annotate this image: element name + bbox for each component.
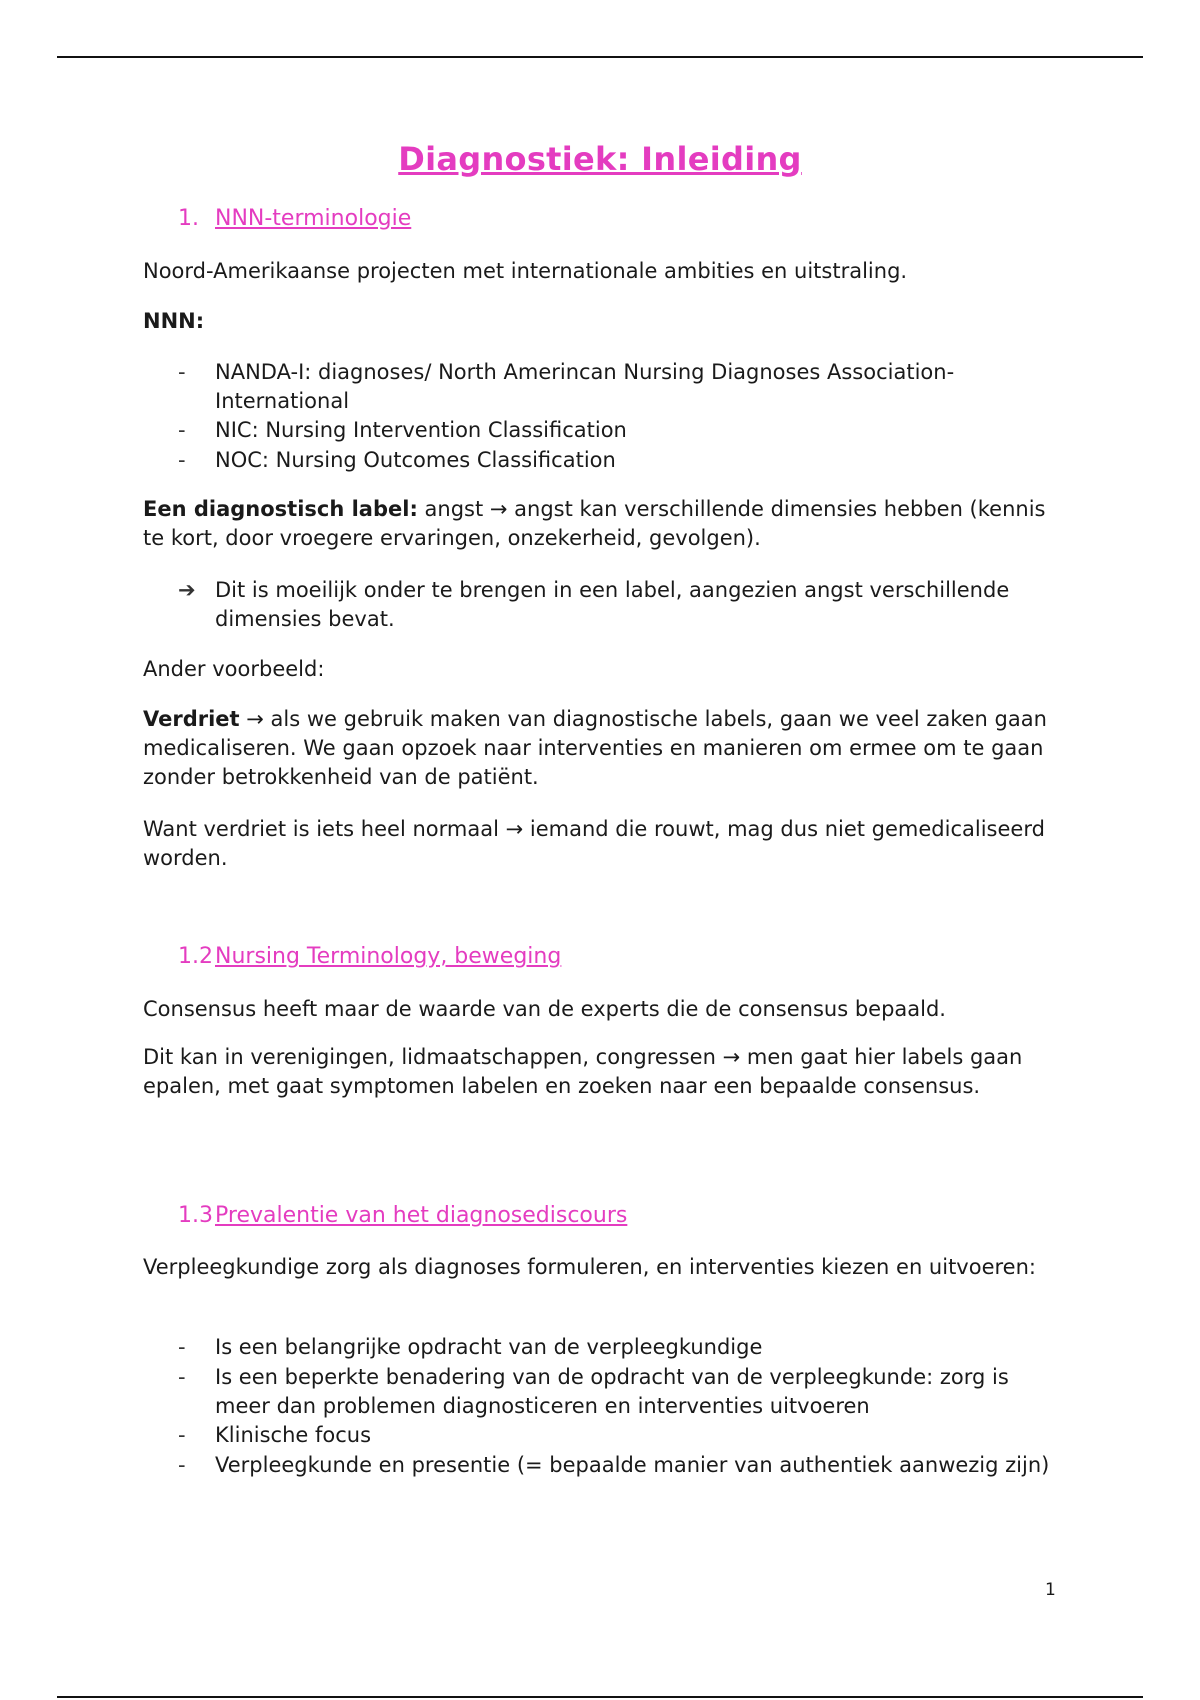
arrow-item bbox=[178, 576, 1068, 634]
section-heading-1 bbox=[178, 206, 411, 231]
list-item-text: Is een beperkte benadering van de opdracht van de verpleegkunde: zorg is meer dan problemen diagnosticeren en interventies uitvoeren bbox=[215, 1365, 1009, 1418]
section-number: 1.3 bbox=[178, 1203, 213, 1228]
section-heading-1-2 bbox=[178, 944, 561, 969]
dash-marker: - bbox=[178, 418, 186, 442]
paragraph-verenigingen: Dit kan in verenigingen, lidmaatschappen, congressen → men gaat hier labels gaan epalen, met gaat symptomen labelen en zoeken naar een bepaalde consensus. bbox=[143, 1045, 1023, 1098]
list-item bbox=[178, 358, 1068, 416]
paragraph-zorg: Verpleegkundige zorg als diagnoses formuleren, en interventies kiezen en uitvoeren: bbox=[143, 1255, 1036, 1279]
paragraph-verdriet bbox=[143, 705, 1073, 792]
paragraph-normal: Want verdriet is iets heel normaal → iemand die rouwt, mag dus niet gemedicaliseerd worden. bbox=[143, 817, 1045, 870]
list-item-text: NIC: Nursing Intervention Classification bbox=[215, 418, 627, 442]
paragraph-intro: Noord-Amerikaanse projecten met internationale ambities en uitstraling. bbox=[143, 259, 908, 283]
arrow-item-text: Dit is moeilijk onder te brengen in een label, aangezien angst verschillende dimensies bevat. bbox=[215, 578, 1010, 631]
list-item-text: Verpleegkunde en presentie (= bepaalde manier van authentiek aanwezig zijn) bbox=[215, 1453, 1050, 1477]
paragraph-text: → als we gebruik maken van diagnostische labels, gaan we veel zaken gaan medicaliseren. We gaan opzoek naar interventies en manieren om ermee om te gaan zonder betrokkenheid van de patiënt. bbox=[143, 707, 1047, 789]
page-number: 1 bbox=[1045, 1580, 1056, 1600]
list-item-text: NOC: Nursing Outcomes Classification bbox=[215, 448, 616, 472]
section-number: 1. bbox=[178, 206, 199, 231]
dash-marker: - bbox=[178, 1365, 186, 1389]
dash-marker: - bbox=[178, 1335, 186, 1359]
arrow-icon: ➔ bbox=[178, 578, 196, 602]
list-item bbox=[178, 1363, 1068, 1421]
section-number: 1.2 bbox=[178, 944, 213, 969]
nnn-label: NNN: bbox=[143, 309, 205, 333]
section-heading-1-3 bbox=[178, 1203, 627, 1228]
section-title: Nursing Terminology, beweging bbox=[215, 944, 562, 969]
page-title: Diagnostiek: Inleiding bbox=[398, 140, 802, 178]
dash-marker: - bbox=[178, 360, 186, 384]
paragraph-consensus: Consensus heeft maar de waarde van de experts die de consensus bepaald. bbox=[143, 997, 946, 1021]
dash-marker: - bbox=[178, 1453, 186, 1477]
list-item-text: Is een belangrijke opdracht van de verpleegkundige bbox=[215, 1335, 763, 1359]
list-item-text: NANDA-I: diagnoses/ North Amerincan Nursing Diagnoses Association-International bbox=[215, 360, 955, 413]
section-title: Prevalentie van het diagnosediscours bbox=[215, 1203, 628, 1228]
dash-marker: - bbox=[178, 448, 186, 472]
list-item bbox=[178, 1421, 1068, 1450]
paragraph-text: angst → angst kan verschillende dimensies hebben (kennis te kort, door vroegere ervaringen, onzekerheid, gevolgen). bbox=[143, 497, 1046, 550]
paragraph-other-example: Ander voorbeeld: bbox=[143, 657, 325, 681]
dash-marker: - bbox=[178, 1423, 186, 1447]
paragraph-diagnostic-label bbox=[143, 495, 1073, 553]
list-item bbox=[178, 446, 1068, 475]
bold-term: Verdriet bbox=[143, 707, 240, 731]
list-item bbox=[178, 1451, 1068, 1480]
bold-term: Een diagnostisch label: bbox=[143, 497, 418, 521]
list-item bbox=[178, 1333, 1068, 1362]
list-item bbox=[178, 416, 1068, 445]
section-title: NNN-terminologie bbox=[215, 206, 412, 231]
list-item-text: Klinische focus bbox=[215, 1423, 372, 1447]
footer-rule bbox=[57, 1696, 1143, 1698]
header-rule bbox=[57, 56, 1143, 58]
